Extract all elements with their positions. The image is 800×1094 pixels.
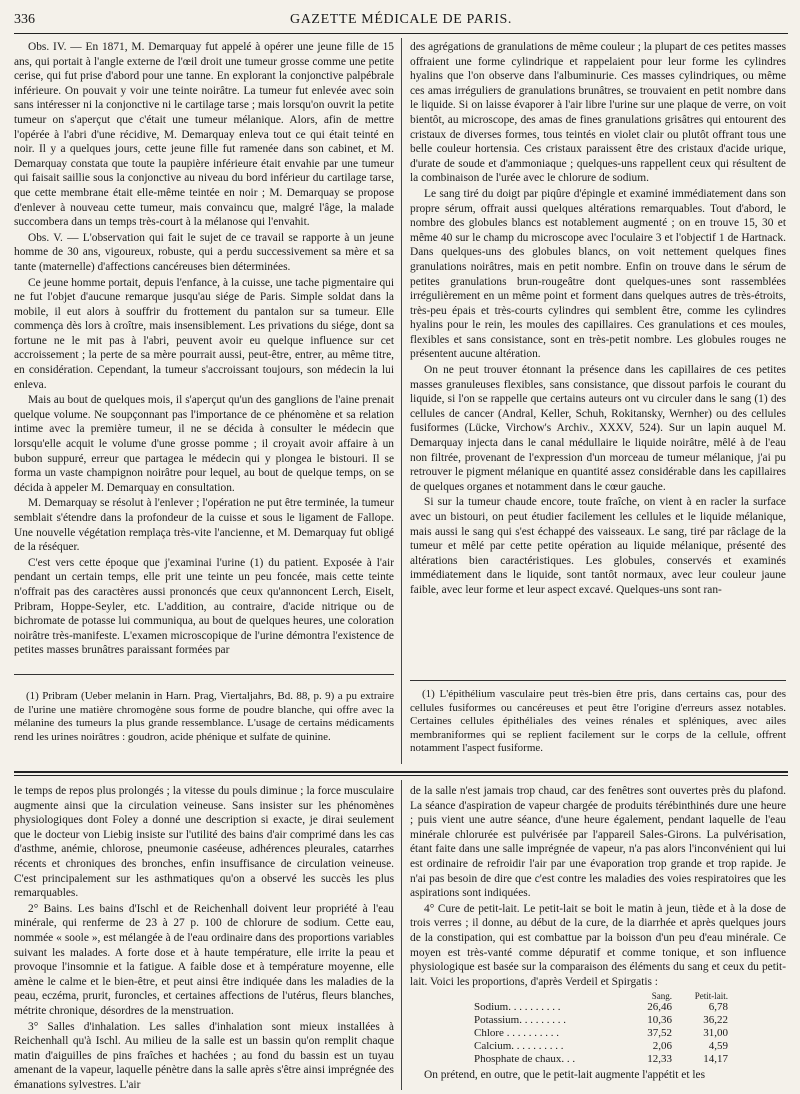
paragraph-petit-lait: 4° Cure de petit-lait. Le petit-lait se boit le matin à jeun, tiède et à la dose de trois verres ; il donne, au début de la cure, de la diarrhée et après quelques jours de la constipation, qui est combattue par la boisson d'un peu d'eau minérale. Ce moyen est très-vanté comme dépuratif et comme tonique, et son influence physiologique est basée sur la comparaison des éléments du sang et ceux du petit-lait. Voici les proportions, d'après Verdeil et Spirgatis : — [410, 902, 786, 988]
footnote-rule — [14, 674, 394, 675]
table-header: Petit-lait. — [694, 991, 728, 1002]
paragraph: On ne peut trouver étonnant la présence dans les capillaires de ces petites masses granuleuses flexibles, sans consistance, que dissout parfois le courant du liquide, si l'on se rappelle que certains auteurs ont vu circuler dans le sang (1) des cellules de cancer (Andral, Keller, Schuh, Rokitansky, Wernher) ou des cellules fusiformes (Lücke, Virchow's Archiv., XXXV, 524). Sur un lapin auquel M. Demarquay injecta dans le canal médullaire le liquide noirâtre, mêlé à de l'eau non filtrée, provenant de l'expression d'un morceau de tumeur mélanique, j'ai pu retrouver le pigment mélanique en quantité assez considérable dans les capillaires de quelques organes et notamment dans le cœur gauche. — [410, 364, 786, 493]
table-header: Sang. — [651, 991, 672, 1002]
table-header-row — [470, 991, 732, 1001]
column-left-bottom — [14, 784, 394, 1090]
table-cell: 4,59 — [708, 1040, 728, 1053]
paragraph-inhalation: 3° Salles d'inhalation. Les salles d'inhalation sont mieux installées à Reichenhall qu'à Ischl. Au milieu de la salle est un bassin qu'on remplit chaque matin d'aiguilles de pins fraîches et hachées ; au fond du bassin est un tuyau amenant de la vapeur, laquelle pénètre dans la salle après s'être ainsi imprégnée des émanations sylvestres. L'air — [14, 1020, 394, 1090]
table-row — [470, 1053, 732, 1066]
paragraph: C'est vers cette époque que j'examinai l'urine (1) du patient. Exposée à l'air pendant un certain temps, elle prit une teinte un peu foncée, mais cette teinte n'offrait pas des caractères aussi prononcés que ceux qu'annoncent Lerch, Eiselt, Pribram, Hoppe-Seyler, etc. L'addition, au contraire, d'acide nitrique ou de bichromate de potasse lui communiqua, au bout de quelques heures, une coloration noirâtre très-manifeste. L'examen microscopique de l'urine démontra l'existence de petites masses brunâtres paraissant formées par — [14, 556, 394, 657]
footnote-rule — [410, 680, 786, 681]
footnote-right — [410, 688, 786, 766]
section-rule — [14, 771, 788, 773]
table-cell: Chlore . . . . . . . . . . — [474, 1027, 559, 1040]
table-cell: 2,06 — [652, 1040, 672, 1053]
table-cell: 26,46 — [647, 1001, 672, 1014]
paragraph-bains: 2° Bains. Les bains d'Ischl et de Reichenhall doivent leur propriété à l'eau minérale, qui renferme de 23 à 27 p. 100 de chlorure de sodium. Cette eau, nommée « soole », est mélangée à de l'eau ordinaire dans des proportions variables suivant les malades. A forte dose et à haute température, elle irrite la peau et provoque l'insomnie et la fatigue. A faible dose et à température moyenne, elle amène le calme et le bien-être, et peut ainsi être indiquée dans les maladies de la peau, eczéma, prurit, furoncles, et certaines affections de l'utérus, fleurs blanches, métrite chronique, désordres de la menstruation. — [14, 902, 394, 1017]
paragraph: Ce jeune homme portait, depuis l'enfance, à la cuisse, une tache pigmentaire qui ne fut l'objet d'aucune remarque jusqu'au siége de Paris. Simple soldat dans la mobile, il eut alors à souffrir du frottement du pantalon sur sa tumeur. Elle commença dès lors à croître, mais insensiblement. Les privations du siége, dont sa fortune ne le mit pas à l'abri, peuvent avoir eu quelque influence sur cet accroissement ; la perte de sa mère pourrait aussi, peut-être, entrer, au même titre, en considération. Cependant, la tumeur s'accroissant toujours, son médecin la lui enleva. — [14, 276, 394, 391]
composition-table — [470, 991, 732, 1066]
header-rule — [14, 33, 788, 34]
footnote-text: (1) L'épithélium vasculaire peut très-bien être pris, dans certains cas, pour des cellules fusiformes ou cancéreuses et peut être l'origine d'erreurs assez notables. Certaines cellules épithéliales des veines rénales et spléniques, avec ailes membraniformes qui se replient facilement sur le corps de la cellule, offrent notamment l'aspect fusiforme. — [410, 688, 786, 755]
paragraph: de la salle n'est jamais trop chaud, car des fenêtres sont ouvertes près du plafond. La séance d'aspiration de vapeur chargée de produits térébinthinés dure une heure ; puis vient une autre séance, d'une heure également, pendant laquelle de l'eau minérale chlorurée est pulvérisée par l'appareil Sales-Girons. La pulvérisation, étant faite dans une salle imprégnée de vapeur, n'a pas alors l'inconvénient qui lui est ordinaire de refroidir l'air par une évaporation trop grande et trop rapide. Je n'ai pas besoin de dire que c'est contre les maladies des voies respiratoires que les aspirations sont indiquées. — [410, 785, 786, 900]
column-divider — [401, 780, 402, 1090]
table-cell: 36,22 — [703, 1014, 728, 1027]
paragraph-obs-v: Obs. V. — L'observation qui fait le sujet de ce travail se rapporte à un jeune homme de 30 ans, vigoureux, robuste, qui a perdu successivement sa mère et sa tante (maternelle) d'affections cancéreuses bien déterminées. — [14, 231, 394, 273]
table-cell: 6,78 — [708, 1001, 728, 1014]
table-cell: Potassium. . . . . . . . . — [474, 1014, 566, 1027]
column-right-bottom — [410, 784, 786, 1090]
table-row — [470, 1014, 732, 1027]
paragraph: le temps de repos plus prolongés ; la vitesse du pouls diminue ; la force musculaire augmente ainsi que la circulation veineuse. Sans insister sur les phénomènes physiologiques dont Foley a donné une description si exacte, je dirai seulement que le docteur von Liebig insiste sur l'utilité des bains d'air comprimé dans les cas d'asthme, anémie, chlorose, pneumonie caséeuse, adhérences pleurales, catarrhes récents et chroniques des bronches, enfin insuffisance de circulation veineuse. C'est principalement sur les asthmatiques qu'on a observé les succès les plus remarquables. — [14, 785, 394, 900]
section-rule — [14, 775, 788, 776]
table-cell: 14,17 — [703, 1053, 728, 1066]
table-row — [470, 1040, 732, 1053]
paragraph: M. Demarquay se résolut à l'enlever ; l'opération ne put être terminée, la tumeur semblait s'étendre dans la profondeur de la cuisse et sous le ligament de Fallope. Une nouvelle végétation remplaça très-vite l'ancienne, et M. Demarquay fut obligé de la réséquer. — [14, 497, 394, 554]
table-cell: Calcium. . . . . . . . . . — [474, 1040, 564, 1053]
table-cell: Sodium. . . . . . . . . . — [474, 1001, 561, 1014]
column-left-top — [14, 40, 394, 666]
journal-title: GAZETTE MÉDICALE DE PARIS. — [290, 12, 512, 27]
paragraph: On prétend, en outre, que le petit-lait augmente l'appétit et les — [424, 1069, 706, 1082]
paragraph-obs-iv: Obs. IV. — En 1871, M. Demarquay fut appelé à opérer une jeune fille de 15 ans, qui portait à l'angle externe de l'œil droit une tumeur grosse comme une petite cerise, qui fut prise d'abord pour une tanne. En explorant la conjonctive palpébrale inférieure. On pouvait y voir une teinte noirâtre. La tumeur fut enlevée avec soin sans intéresser ni la conjonctive ni le cartilage tarse ; mais lorsqu'on ouvrit la petite tumeur on s'aperçut que c'était une tumeur mélanique. Alors, afin de mettre l'opérée à l'abri d'une récidive, M. Demarquay enleva tout ce qui était teinté en noir. Il y a quelques jours, cette jeune fille fut ramenée dans son cabinet, et M. Demarquay constata que toute la paupière inférieure était envahie par une tumeur qui faisait saillie sous la conjonctive au niveau du bord inférieur du cartilage tarse, que cette membrane était elle-même teintée en noir ; M. Demarquay se propose d'enlever à nouveau cette tumeur, mais convaincu que, malgré l'âge, la malade succombera dans un temps très-court à la mélanose qui l'envahit. — [14, 41, 394, 229]
table-cell: 12,33 — [647, 1053, 672, 1066]
footnote-text: (1) Pribram (Ueber melanin in Harn. Prag, Viertaljahrs, Bd. 88, p. 9) a pu extraire de l'urine une matière chromogène sous forme de poudre blanche, qui offre avec la mélanine des tumeurs la plus grande ressemblance. L'usage de certains médicaments rend les urines noirâtres : goudron, acide phénique et sulfate de quinine. — [14, 690, 394, 743]
table-cell: Phosphate de chaux. . . — [474, 1053, 576, 1066]
table-cell: 10,36 — [647, 1014, 672, 1027]
footnote-left — [14, 690, 394, 766]
page-header — [14, 12, 788, 34]
table-row — [470, 1027, 732, 1040]
column-right-top — [410, 40, 786, 676]
table-row — [470, 1001, 732, 1014]
paragraph: Mais au bout de quelques mois, il s'aperçut qu'un des ganglions de l'aine prenait quelque volume. Ne soupçonnant pas l'importance de ce phénomène et sa relation intime avec la première tumeur, il ne se décida à consulter le médecin que lorsqu'elle acquit le volume d'une grosse pomme ; il croyait avoir affaire à un bubon suppuré, erreur que partagea le médecin qui y plongea le bistouri. Il se forma un vaste champignon noirâtre pour lequel, au bout de quelque temps, on se décida à appeler M. Demarquay en consultation. — [14, 394, 394, 494]
table-cell: 31,00 — [703, 1027, 728, 1040]
paragraph: Si sur la tumeur chaude encore, toute fraîche, on vient à en racler la surface avec un bistouri, on peut étudier facilement les cellules et le liquide mélanique, mais aussi le sang qui s'est échappé des vaisseaux. Le sang, tiré par râclage de la tumeur et mêlé par cette petite opération au liquide mélanique, présenté des altérations bien caractéristiques. Les globules, conservés et examinés immédiatement dans le liquide, sont tantôt normaux, avec leur couleur jaune faible, avec leur forme et leur aspect excavé. Quelques-uns sont ran- — [410, 496, 786, 596]
table-cell: 37,52 — [647, 1027, 672, 1040]
paragraph: Le sang tiré du doigt par piqûre d'épingle et examiné immédiatement dans son propre sérum, offrait aussi quelques altérations remarquables. Tout d'abord, le nombre des globules blancs est notablement augmenté ; on en trouve 15, 30 et même 40 sur le champ du microscope avec l'oculaire 3 et l'objectif 1 de Hartnack. Dans quelques-uns des globules blancs, on voit nettement quelques fines granulations noirâtres, mais en petit nombre. Enfin on trouve dans le sérum de petites granulations brun-rougeâtre dont quelques-unes sont rassemblées irrégulièrement en un même point et forment dans quelques autres de très-étroits, très-peu épais et très-courts cylindres qui semblent être, comme les cylindres hyalins pour le rein, les moules des capillaires. Ces granulations et ces moules, flexibles et sans consistance, sont en très-petit nombre. Les globules rouges ne présentent aucune altération. — [410, 187, 786, 361]
paragraph: des agrégations de granulations de même couleur ; la plupart de ces petites masses offraient une forme cylindrique et rappelaient pour leur forme les cylindres hyalins que l'on observe dans l'albuminurie. Ces masses cylindriques, ou même ces amas irréguliers de granulations brunâtres, se trouvaient en petit nombre dans le liquide. Si on laisse évaporer à l'air libre l'urine sur une plaque de verre, on voit bientôt, au microscope, des amas de fines granulations grisâtres qui entourent des cristaux de diverses formes, tous teintés en violet clair ou plutôt offrant tous une belle couleur hortensia. Ces cristaux paraissent être des cristaux d'acide urique, d'urate de soude et d'ammoniaque ; quelques-uns rappellent ceux qui résultent de la combinaison de l'urée avec le chlorure de sodium. — [410, 41, 786, 185]
page-number: 336 — [14, 12, 35, 27]
column-divider — [401, 38, 402, 764]
